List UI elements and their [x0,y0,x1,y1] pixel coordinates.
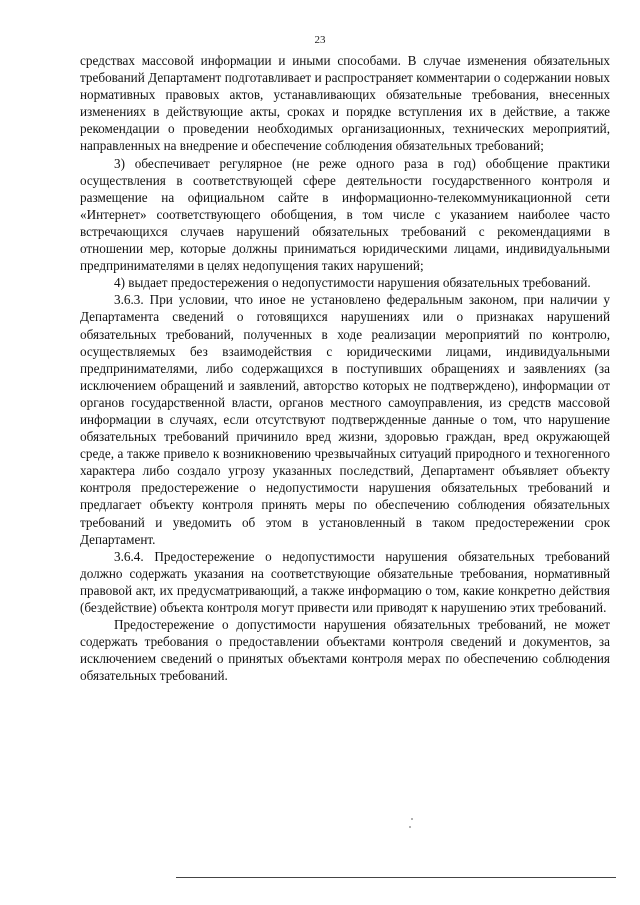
page-number: 23 [314,34,326,46]
scan-speck [409,826,411,828]
paragraph-3-6-3: 3.6.3. При условии, что иное не установлено федеральным законом, при наличии у Департамента сведений о готовящихся нарушениях или о признаках нарушений обязательных требований, полученных в ходе реализации мероприятий по контролю, осуществляемых без взаимодействия с юридическими лицами, индивидуальными предпринимателями, либо содержащихся в поступивших обращениях и заявлениях (за исключением обращений и заявлений, авторство которых не подтверждено), информации от органов государственной власти, органов местного самоуправления, из средств массовой информации в случаях, если отсутствуют подтвержденные данные о том, что нарушение обязательных требований причинило вред жизни, здоровью граждан, вред окружающей среде, а также привело к возникновению чрезвычайных ситуаций природного и техногенного характера либо создало угрозу указанных последствий, Департамент объявляет объекту контроля предостережение о недопустимости нарушения обязательных требований и предлагает объекту контроля принять меры по обеспечению соблюдения обязательных требований и уведомить об этом в установленный в таком предостережении срок Департамент. [80,292,610,547]
paragraph-continuation: средствах массовой информации и иными способами. В случае изменения обязательных требований Департамент подготавливает и распространяет комментарии о содержании новых нормативных правовых актов, устанавливающих обязательные требования, внесенных изменениях в действующие акты, сроках и порядке вступления их в действие, а также рекомендации о проведении необходимых организационных, технических мероприятий, направленных на внедрение и обеспечение соблюдения обязательных требований; [80,53,610,154]
paragraph-closing: Предостережение о допустимости нарушения обязательных требований, не может содержать требования о предоставлении объектами контроля сведений и документов, за исключением сведений о принятых объектами контроля мерах по обеспечению соблюдения обязательных требований. [80,617,610,684]
document-body [80,52,610,684]
paragraph-item-4: 4) выдает предостережения о недопустимости нарушения обязательных требований. [114,275,591,291]
scan-speck [411,818,413,820]
paragraph-item-3: 3) обеспечивает регулярное (не реже одного раза в год) обобщение практики осуществления в соответствующей сфере деятельности государственного контроля и размещение на официальном сайте в информационно-телекоммуникационной сети «Интернет» соответствующего обобщения, в том числе с указанием наиболее часто встречающихся случаев нарушений обязательных требований с рекомендациями в отношении мер, которые должны приниматься юридическими лицами, индивидуальными предпринимателями в целях недопущения таких нарушений; [80,155,610,274]
footer-rule [176,877,616,878]
paragraph-3-6-4: 3.6.4. Предостережение о недопустимости нарушения обязательных требований должно содержать указания на соответствующие обязательные требования, нормативный правовой акт, их предусматривающий, а также информацию о том, какие конкретно действия (бездействие) объекта контроля могут привести или приводят к нарушению этих требований. [80,548,610,615]
